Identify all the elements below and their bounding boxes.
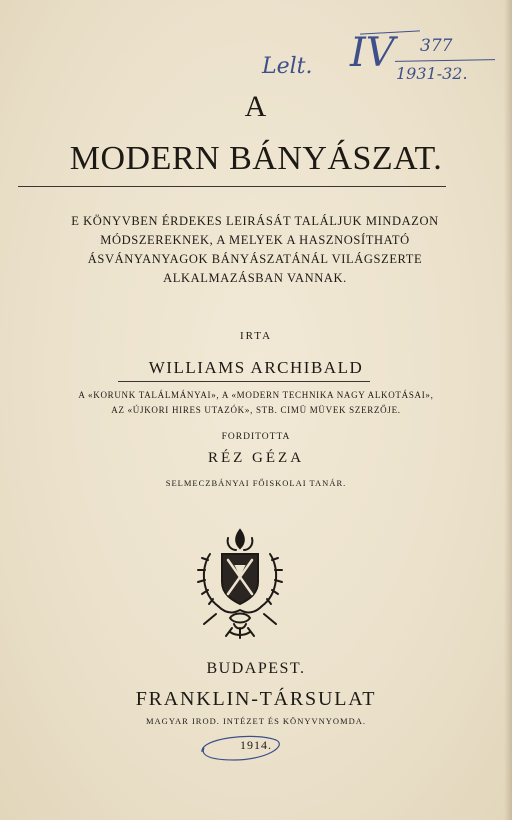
imprint-printer: MAGYAR IROD. INTÉZET ÉS KÖNYVNYOMDA. [145, 716, 366, 726]
author-works-line: AZ «ÚJKORI HIRES UTAZÓK», STB. CIMÜ MÜVEK SZERZŐJE. [111, 405, 401, 415]
title-article: A [244, 90, 268, 123]
handwritten-lelt: Lelt. [262, 54, 313, 79]
imprint-publisher: FRANKLIN-TÁRSULAT [135, 688, 377, 710]
translator-name: RÉZ GÉZA [207, 450, 305, 466]
translator-title: SELMECZBÁNYAI FŐISKOLAI TANÁR. [165, 478, 347, 488]
book-description: E KÖNYVBEN ÉRDEKES LEIRÁSÁT TALÁLJUK MINDAZON MÓDSZEREKNEK, A MELYEK A HASZNOSÍTHATÓ ÁSVÁNYANYAGOK BÁNYÁSZATÁNÁL VILÁGSZERTE ALKALMAZÁSBAN VANNAK. [71, 214, 439, 285]
author-intro: IRTA [239, 330, 273, 342]
imprint-city: BUDAPEST. [206, 660, 306, 677]
page-title: MODERN BÁNYÁSZAT. [69, 140, 443, 177]
title-underline [18, 186, 446, 187]
author-works [40, 388, 472, 418]
translator-intro: FORDITOTTA [221, 432, 291, 442]
publisher-emblem-icon [190, 524, 290, 642]
handwritten-volume: IV [350, 30, 395, 76]
author-underline [118, 381, 370, 382]
imprint-year: 1914. [240, 738, 272, 752]
handwritten-number: 377 [420, 36, 453, 56]
author-works-line: A «KORUNK TALÁLMÁNYAI», A «MODERN TECHNIKA NAGY ALKOTÁSAI», [78, 390, 434, 400]
author-name: WILLIAMS ARCHIBALD [148, 358, 364, 377]
handwritten-years: 1931-32. [396, 64, 468, 83]
